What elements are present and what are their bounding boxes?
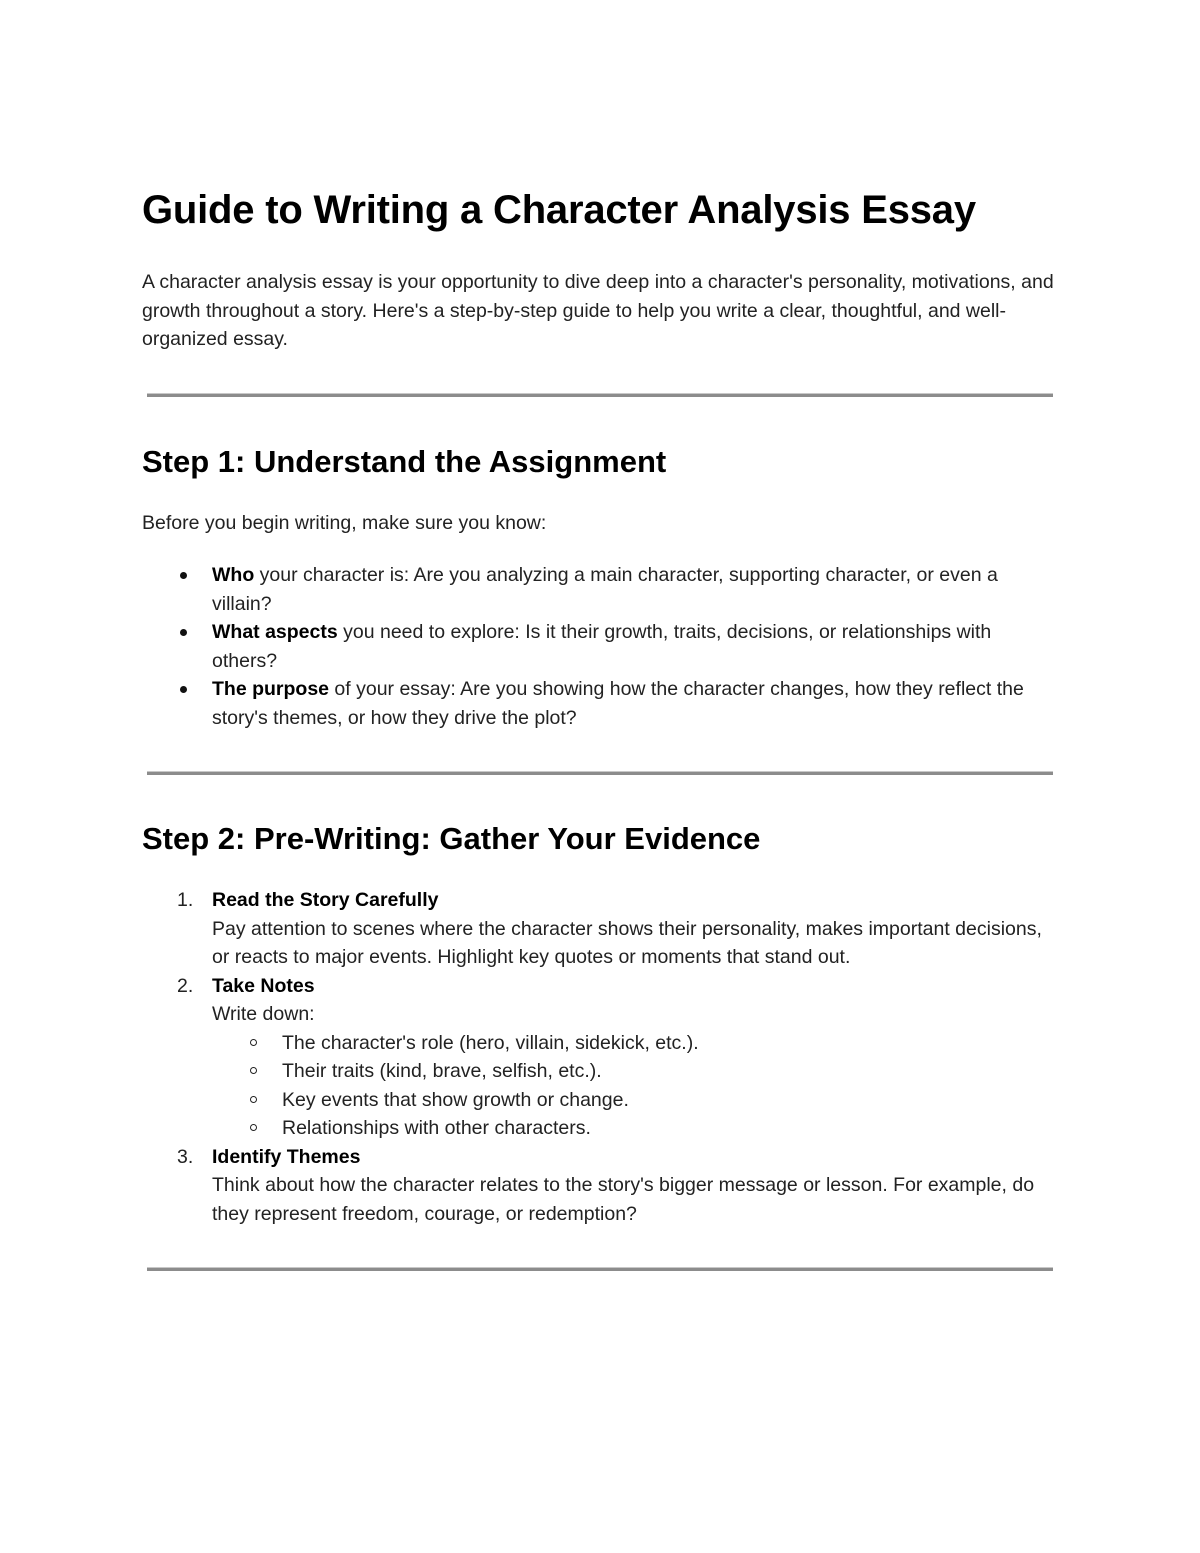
bullet-text: you need to explore: Is it their growth, traits, decisions, or relationships with others? [212, 621, 992, 672]
hollow-bullet-icon [250, 1124, 257, 1131]
item-title: Take Notes [212, 974, 315, 997]
list-item [142, 675, 1054, 732]
bullet-bold: The purpose [212, 678, 330, 700]
list-number: 1. [177, 889, 194, 911]
bullet-text: of your essay: Are you showing how the character changes, how they reflect the story's themes, or how they drive the plot? [212, 678, 1024, 729]
intro-paragraph: A character analysis essay is your opportunity to dive deep into a character's personality, motivations, and growth throughout a story. Here's a step-by-step guide to help you write a clear, thoughtful, and well-organized essay. [142, 271, 1054, 350]
list-item [142, 561, 1054, 618]
bullet-bold: What aspects [212, 621, 338, 643]
sub-list [212, 1029, 1054, 1143]
list-number: 2. [177, 974, 194, 997]
bullet-bold: Who [212, 564, 255, 586]
list-item [142, 972, 1054, 1143]
document-title: Guide to Writing a Character Analysis Essay [142, 188, 976, 232]
step2-numbered-list [142, 886, 1054, 1228]
sub-list-item [212, 1086, 1054, 1115]
bullet-text: your character is: Are you analyzing a main character, supporting character, or even a villain? [212, 564, 998, 615]
divider [147, 771, 1053, 775]
hollow-bullet-icon [250, 1039, 257, 1046]
item-title: Read the Story Carefully [212, 889, 439, 911]
list-item [142, 618, 1054, 675]
step1-lead: Before you begin writing, make sure you know: [142, 512, 547, 534]
list-number: 3. [177, 1145, 194, 1168]
item-title: Identify Themes [212, 1145, 361, 1168]
sub-list-item [212, 1114, 1054, 1143]
item-body: Think about how the character relates to the story's bigger message or lesson. For example, do they represent freedom, courage, or redemption? [212, 1174, 1035, 1225]
hollow-bullet-icon [250, 1067, 257, 1074]
list-item [142, 1143, 1054, 1229]
bullet-icon [180, 629, 187, 636]
step1-bullet-list [142, 561, 1054, 732]
sub-list-item [212, 1057, 1054, 1086]
sub-item-text: Relationships with other characters. [282, 1117, 591, 1139]
sub-list-item [212, 1029, 1054, 1058]
sub-item-text: The character's role (hero, villain, sidekick, etc.). [282, 1031, 699, 1054]
divider [147, 393, 1053, 397]
bullet-icon [180, 572, 187, 579]
step2-heading: Step 2: Pre-Writing: Gather Your Evidence [142, 821, 761, 856]
step1-heading: Step 1: Understand the Assignment [142, 444, 667, 479]
sub-item-text: Key events that show growth or change. [282, 1088, 629, 1111]
bullet-icon [180, 686, 187, 693]
sub-item-text: Their traits (kind, brave, selfish, etc.). [282, 1060, 602, 1082]
item-body: Write down: [212, 1003, 315, 1025]
hollow-bullet-icon [250, 1096, 257, 1103]
list-item [142, 886, 1054, 972]
item-body: Pay attention to scenes where the character shows their personality, makes important decisions, or reacts to major events. Highlight key quotes or moments that stand out. [212, 917, 1042, 968]
divider [147, 1267, 1053, 1271]
